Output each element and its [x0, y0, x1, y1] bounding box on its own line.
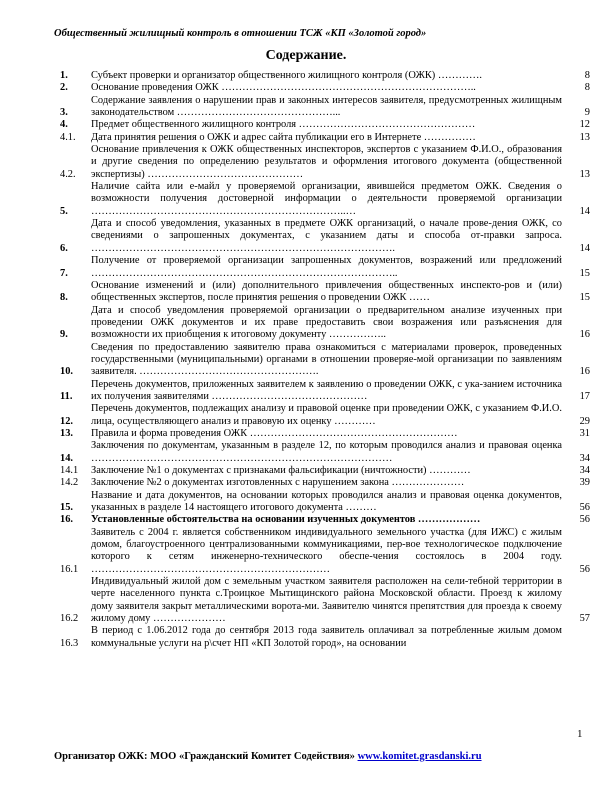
toc-entry-number: 6.: [60, 242, 68, 254]
toc-entry-page: 56: [579, 502, 590, 514]
toc-entry-text: Получение от проверяемой организации запрошенных документов, возражений или предложений ……………………………………………………………………………..: [91, 255, 562, 279]
toc-entry: [60, 132, 590, 144]
toc-entry-page: 13: [579, 131, 590, 143]
toc-entry-page: 31: [579, 427, 590, 439]
toc-entry-number: 8.: [60, 292, 68, 304]
toc-entry: [60, 490, 590, 515]
toc-entry-text: Перечень документов, подлежащих анализу и правовой оценке при проведении ОЖК, с указанием Ф.И.О. лица, осуществляющего анализ и правовую их оценку …………: [91, 403, 562, 427]
toc-entry: [60, 119, 590, 131]
toc-entry-page: 14: [579, 205, 590, 217]
toc-entry-page: 29: [579, 415, 590, 427]
toc-entry-number: 4.: [60, 119, 68, 131]
toc-entry-number: 13.: [60, 427, 73, 439]
toc-entry-number: 14.: [60, 452, 73, 464]
toc-entry: [60, 576, 590, 625]
toc-entry: [60, 379, 590, 404]
toc-entry: [60, 255, 590, 280]
toc-entry: [60, 144, 590, 181]
toc-entry-text: Заключение №1 о документах с признаками фальсификации (ничтожности) …………: [91, 465, 471, 476]
toc-entry-text: Перечень документов, приложенных заявителем к заявлению о проведении ОЖК, с ука-занием источника их получения заявителями ………………………………………: [91, 378, 562, 402]
toc-entry: [60, 625, 590, 650]
toc-entry-text: Установленные обстоятельства на основании изученных документов ………………: [91, 514, 481, 526]
toc-entry: [60, 428, 590, 440]
toc-entry-text: Индивидуальный жилой дом с земельным участком заявителя расположен на сели-тебной территории в черте населенного пункта с.Троицкое Мытищинского района Московской области. Проезд к жилому дому заявителя закрыт металлическими ворота-ми. Заявителю чинятся препятствия для проезда к своему жилому дому …………………: [91, 576, 562, 625]
toc-entry-page: 57: [579, 613, 590, 625]
toc-entry-number: 11.: [60, 390, 73, 402]
toc-entry: [60, 403, 590, 428]
toc-entry: [60, 342, 590, 379]
toc-entry-number: 3.: [60, 107, 68, 119]
toc-entry-page: 56: [579, 563, 590, 575]
toc-entry-page: 17: [579, 390, 590, 402]
toc-entry-number: 7.: [60, 267, 68, 279]
toc-entry: [60, 181, 590, 218]
toc-entry-text: Основание изменений и (или) дополнительного привлечения общественных инспекто-ров и (или) общественных экспертов, после принятия решения о проведении ОЖК ……: [91, 279, 562, 304]
toc-entry-text: Основание проведения ОЖК ………………………………………………………………..: [91, 82, 476, 94]
toc-entry-page: 9: [584, 107, 590, 119]
footer-website-link[interactable]: www.komitet.grasdanski.ru: [357, 751, 482, 762]
toc-entry: [60, 465, 590, 477]
toc-entry-text: В период с 1.06.2012 года до сентября 2013 года заявитель оплачивал за потребленные жилым домом коммунальные услуги на р\счет НП «КП Золотой город», на основании: [91, 625, 562, 649]
toc-entry-page: 39: [579, 477, 590, 489]
toc-entry-text: Дата и способ уведомления, указанных в предмете ОЖК организаций, о начале прове-дения ОЖК, со сведениями о запрошенных документах, с указанием даты и способа от-правки запроса. …………………………………………………………………………….: [91, 218, 562, 254]
toc-entry-page: 8: [584, 70, 590, 81]
toc-entry: [60, 477, 590, 489]
toc-entry-page: 8: [584, 82, 590, 94]
toc-entry-text: Название и дата документов, на основании которых проводился анализ и правовая оценка документов, указанных в разделе 14 настоящего итогового документа ………: [91, 489, 562, 514]
toc-entry-number: 10.: [60, 366, 73, 378]
toc-entry-text: Заключение №2 о документах изготовленных с нарушением закона …………………: [91, 477, 465, 489]
toc-entry-number: 16.2: [60, 613, 79, 625]
toc-entry-number: 1.: [60, 70, 68, 81]
toc-entry-number: 16.1: [60, 563, 79, 575]
running-header: Общественный жилищный контроль в отношении ТСЖ «КП «Золотой город»: [54, 28, 427, 39]
toc-entry: [60, 95, 590, 120]
toc-entry: [60, 70, 590, 82]
toc-entry-page: 14: [579, 242, 590, 254]
toc-entry-number: 9.: [60, 329, 68, 341]
toc-entry: [60, 218, 590, 255]
toc-entry-text: Заключения по документам, указанным в разделе 12, по которым проводился анализ и правовая оценка ……………………………………………………………………………: [91, 440, 562, 464]
toc-entry-text: Сведения по предоставлению заявителю права ознакомиться с материалами проверок, проведенных государственными (муниципальными) органами в отношении проверяе-мой организации по заявлениям заявителя. …………………………………………….: [91, 341, 562, 378]
toc-entry-number: 12.: [60, 415, 73, 427]
toc-entry-number: 14.1: [60, 465, 79, 476]
toc-entry-text: Дата и способ уведомления проверяемой организации о предварительном анализе изученных при проведении ОЖК документов и их праве предоставить свои возражения или разъяснения для возможности их приобщения к итоговому документу ……………..: [91, 304, 562, 341]
toc-entry-page: 13: [579, 168, 590, 180]
toc-entry-page: 34: [579, 452, 590, 464]
toc-entry-page: 56: [579, 514, 590, 526]
toc-entry: [60, 440, 590, 465]
toc-entry-text: Наличие сайта или e-майл у проверяемой организации, явившейся предметом ОЖК. Сведения о возможности получения достоверной информации о деятельности проверяемой организации ………………………………………………………………..…: [91, 181, 562, 217]
toc-entry: [60, 82, 590, 94]
toc-entry-text: Дата принятия решения о ОЖК и адрес сайта публикации его в Интернете ……………: [91, 131, 476, 143]
toc-entry-page: 34: [579, 465, 590, 476]
toc-entry: [60, 514, 590, 526]
toc-entry-text: Правила и форма проведения ОЖК ……………………………………………………: [91, 427, 458, 439]
toc-entry-number: 4.2.: [60, 168, 76, 180]
toc-entry-number: 5.: [60, 205, 68, 217]
toc-entry-number: 16.3: [60, 637, 79, 649]
toc-entry-page: 16: [579, 366, 590, 378]
footer-organizer: Организатор ОЖК: МОО «Гражданский Комитет Содействия»: [54, 751, 355, 762]
toc-entry-page: 16: [579, 329, 590, 341]
toc-entry: [60, 527, 590, 576]
toc-entry-text: Основание привлечения к ОЖК общественных инспекторов, экспертов с указанием Ф.И.О., образования и другие сведения по определению результатов и оформления итогового документа (общественной экспертизы) ………………………………………: [91, 144, 562, 180]
footer: [54, 751, 574, 762]
toc-title: Содержание.: [265, 48, 347, 63]
toc-entry-text: Содержание заявления о нарушении прав и законных интересов заявителя, предусмотренных жилищным законодательством ………………………………………...: [91, 94, 562, 119]
toc-entry-text: Заявитель с 2004 г. является собственником индивидуального земельного участка (для ИЖС) с жилым домом, благоустроенного централизованными коммуникациями, пер-вое технологическое подключение которого к сетям инженерно-технического обеспе-чения состоялось в 2004 году. ……………………………………………………………: [91, 526, 562, 575]
toc-entry-page: 15: [579, 267, 590, 279]
toc-entry-number: 2.: [60, 82, 68, 94]
toc-entry: [60, 305, 590, 342]
toc-entry-number: 15.: [60, 502, 73, 514]
toc-entry: [60, 280, 590, 305]
toc-entry-number: 16.: [60, 514, 73, 526]
page-number: 1: [577, 728, 583, 740]
toc-entry-page: 15: [579, 292, 590, 304]
table-of-contents: [60, 70, 590, 650]
toc-entry-number: 4.1.: [60, 131, 76, 143]
toc-entry-text: Предмет общественного жилищного контроля ……………………………………………: [91, 119, 476, 131]
toc-entry-number: 14.2: [60, 477, 79, 489]
toc-entry-page: 12: [579, 119, 590, 131]
toc-entry-text: Субъект проверки и организатор общественного жилищного контроля (ОЖК) ………….: [91, 70, 483, 81]
